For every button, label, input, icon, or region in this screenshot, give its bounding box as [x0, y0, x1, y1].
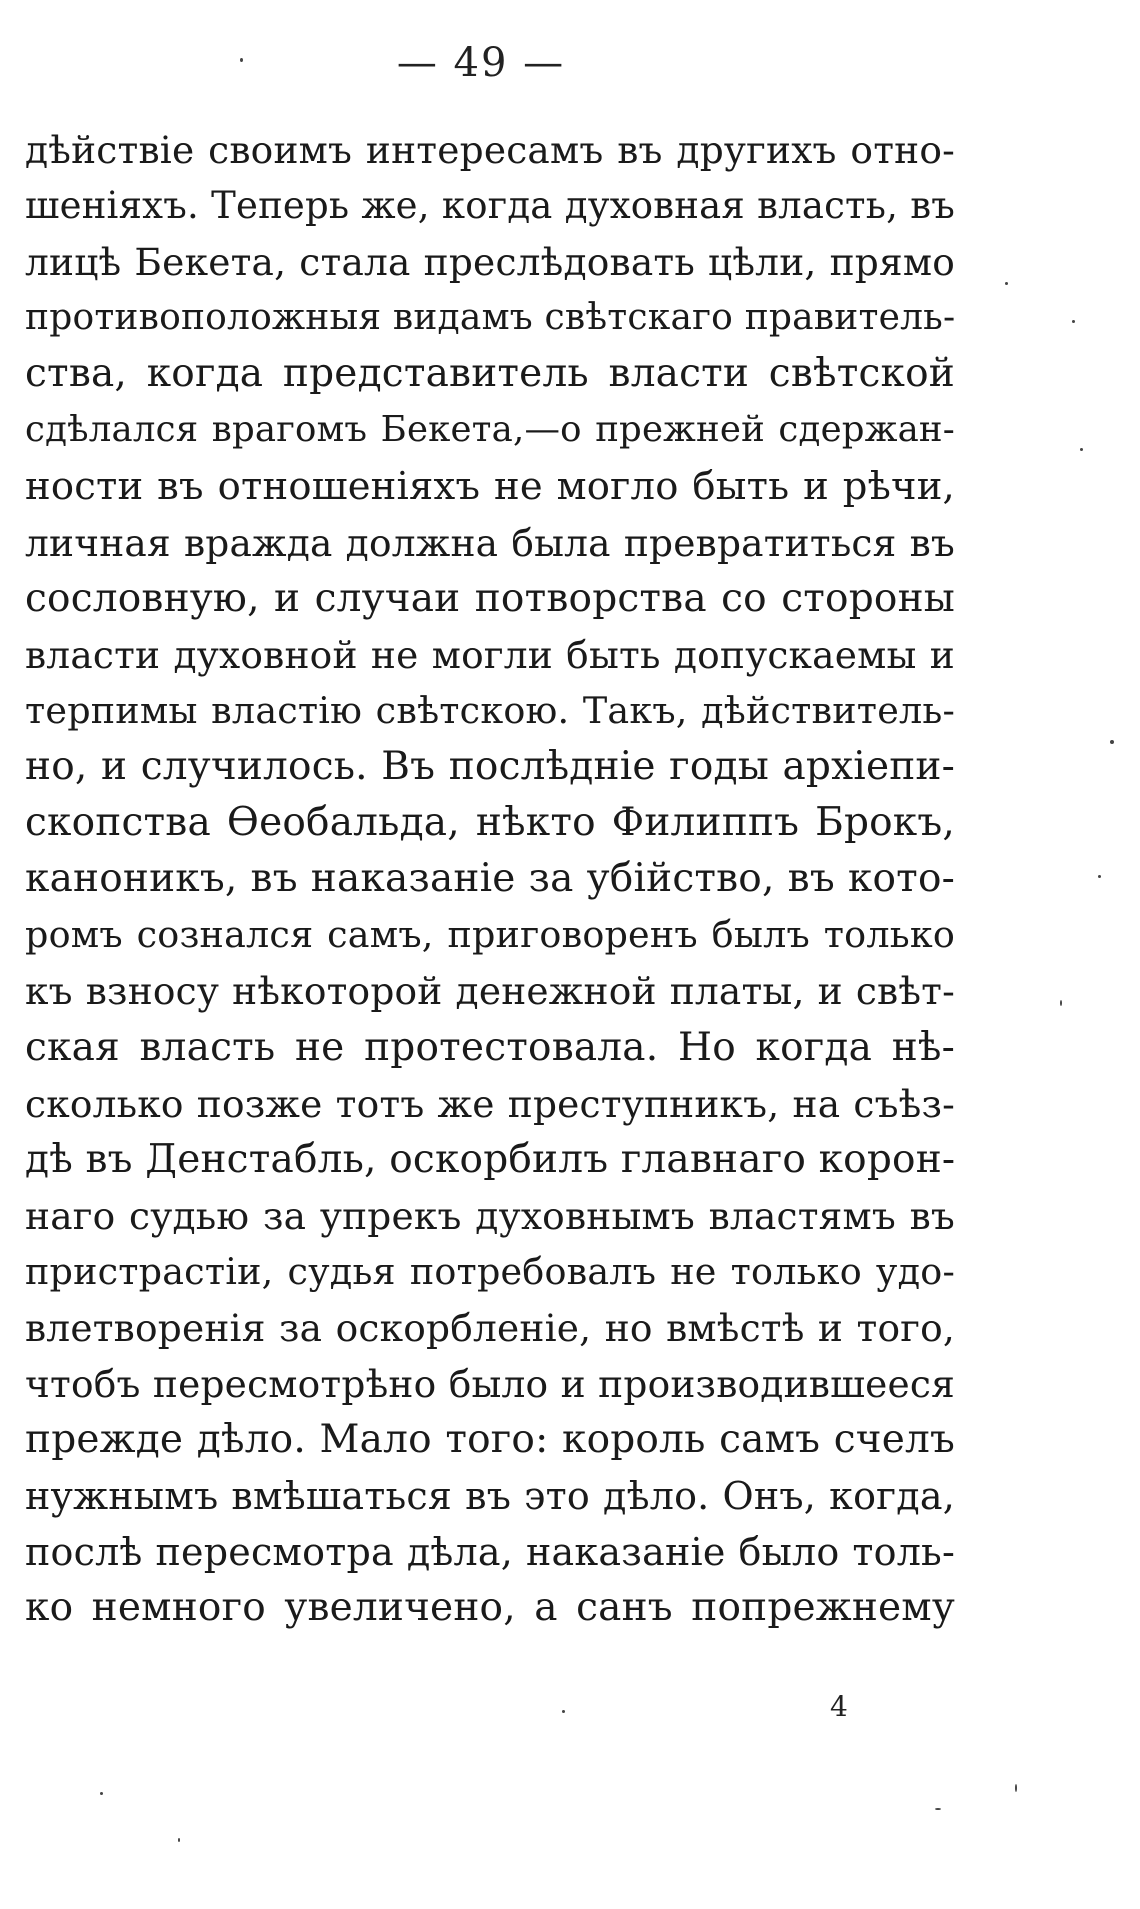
text-line: ности въ отношеніяхъ не могло быть и рѣчи,: [25, 463, 955, 509]
scan-speck: [1015, 1784, 1017, 1792]
scan-speck: [1080, 448, 1083, 451]
text-line: терпимы властію свѣтскою. Такъ, дѣйствитель-: [25, 688, 955, 732]
scan-speck: [1098, 875, 1101, 878]
text-line: сколько позже тотъ же преступникъ, на съѣз-: [25, 1081, 955, 1126]
scan-speck: [935, 1808, 941, 1810]
scan-speck: [1072, 320, 1075, 323]
text-line: личная вражда должна была превратиться въ: [25, 520, 955, 565]
text-line: ко немного увеличено, а санъ попрежнему: [25, 1585, 955, 1631]
text-line: ская власть не протестовала. Но когда нѣ-: [25, 1024, 955, 1070]
text-line: ства, когда представитель власти свѣтской: [25, 351, 955, 397]
text-line: къ взносу нѣкоторой денежной платы, и свѣт-: [25, 969, 955, 1014]
scan-speck: [562, 1710, 565, 1713]
text-line: пристрастіи, судья потребовалъ не только удо-: [25, 1249, 955, 1293]
text-line: власти духовной не могли быть допускаемы и: [25, 632, 955, 677]
body-text: [25, 122, 955, 1637]
text-line: послѣ пересмотра дѣла, наказаніе было толь-: [25, 1530, 955, 1575]
text-line: влетворенія за оскорбленіе, но вмѣстѣ и того,: [25, 1305, 955, 1350]
text-line: ромъ сознался самъ, приговоренъ былъ только: [25, 913, 955, 957]
scan-speck: [1060, 1000, 1062, 1006]
text-line: шеніяхъ. Теперь же, когда духовная власть, въ: [25, 184, 955, 228]
text-line: наго судью за упрекъ духовнымъ властямъ въ: [25, 1193, 955, 1238]
text-line: противоположныя видамъ свѣтскаго правитель-: [25, 297, 956, 339]
text-line: лицѣ Бекета, стала преслѣдовать цѣли, прямо: [25, 240, 955, 285]
scan-speck: [1005, 282, 1008, 285]
text-line: прежде дѣло. Мало того: король самъ счелъ: [25, 1417, 955, 1463]
text-line: нужнымъ вмѣшаться въ это дѣло. Онъ, когда,: [25, 1474, 955, 1519]
text-line: скопства Ѳеобальда, нѣкто Филиппъ Брокъ,: [25, 800, 955, 846]
text-line: сословную, и случаи потворства со стороны: [25, 575, 955, 621]
scan-speck: [240, 58, 243, 62]
scan-speck: [1110, 740, 1114, 744]
scan-speck: [178, 1838, 180, 1842]
running-head-page-number: — 49 —: [396, 40, 566, 86]
text-line: дѣйствіе своимъ интересамъ въ другихъ отно-: [25, 128, 955, 172]
signature-mark: 4: [830, 1690, 848, 1723]
text-line: каноникъ, въ наказаніе за убійство, въ кото-: [25, 856, 955, 902]
text-line: чтобъ пересмотрѣно было и производившееся: [25, 1362, 955, 1407]
text-line: но, и случилось. Въ послѣдніе годы архіепи-: [25, 744, 955, 790]
text-line: дѣ въ Денстабль, оскорбилъ главнаго корон-: [25, 1136, 956, 1182]
scan-speck: [100, 1792, 103, 1795]
text-line: сдѣлался врагомъ Бекета,—о прежней сдержан-: [25, 409, 955, 451]
